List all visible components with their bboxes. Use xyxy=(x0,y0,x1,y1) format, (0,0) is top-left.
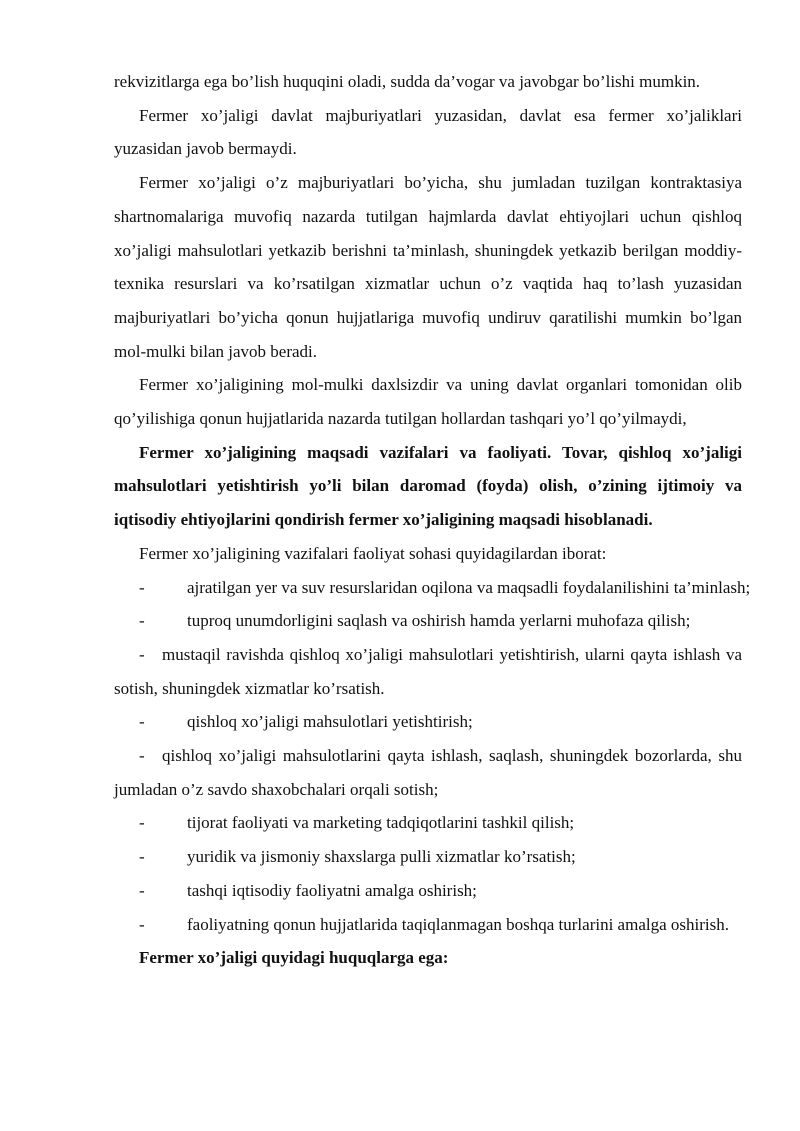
paragraph-continuation: rekvizitlarga ega bo’lish huquqini oladi, sudda da’vogar va javobgar bo’lishi mumkin. xyxy=(114,72,701,91)
list-dash: - xyxy=(139,644,145,664)
list-item-text: yuridik va jismoniy shaxslarga pulli xizmatlar ko’rsatish; xyxy=(187,847,576,867)
list-dash: - xyxy=(139,847,145,867)
list-item-text: ajratilgan yer va suv resurslaridan oqilona va maqsadli foydalanilishini ta’minlash; xyxy=(187,577,751,597)
list-item xyxy=(139,604,758,638)
list-item-text: faoliyatning qonun hujjatlarida taqiqlanmagan boshqa turlarini amalga oshirish. xyxy=(187,914,729,934)
list-item xyxy=(139,840,758,874)
list-item-text: qishloq xo’jaligi mahsulotlarini qayta ishlash, saqlash, shuningdek bozorlarda, shu jumladan o’z savdo shaxobchalari orqali sotish; xyxy=(114,746,742,799)
list-dash: - xyxy=(139,813,145,833)
list-dash: - xyxy=(139,577,145,597)
list-item xyxy=(139,874,758,908)
list-item xyxy=(114,638,742,705)
paragraph-obligations: Fermer xo’jaligi o’z majburiyatlari bo’yicha, shu jumladan tuzilgan kontraktasiya shartnomalariga muvofiq nazarda tutilgan hajmlarda davlat ehtiyojlari uchun qishloq xo’jaligi mahsulotlari yetkazib berishni ta’minlash, shuningdek yetkazib berilgan moddiy-texnika resurslari va ko’rsatilgan xizmatlar uchun o’z vaqtida haq to’lash yuzasidan majburiyatlari bo’yicha qonun hujjatlariga muvofiq undiruv qaratilishi mumkin bo’lgan mol-mulki bilan javob beradi. xyxy=(114,173,742,361)
list-dash: - xyxy=(139,712,145,732)
list-dash: - xyxy=(139,611,145,631)
paragraph-goals-heading: Fermer xo’jaligining maqsadi vazifalari va faoliyati. Tovar, qishloq xo’jaligi mahsulotlari yetishtirish yo’li bilan daromad (foyda) olish, o’zining ijtimoiy va iqtisodiy ehtiyojlarini qondirish fermer xo’jaligining maqsadi hisoblanadi. xyxy=(114,442,742,530)
list-item xyxy=(139,908,758,942)
list-item xyxy=(139,806,758,840)
list-item-text: tijorat faoliyati va marketing tadqiqotlarini tashkil qilish; xyxy=(187,813,575,833)
list-item-text: mustaqil ravishda qishloq xo’jaligi mahsulotlari yetishtirish, ularni qayta ishlash va sotish, shuningdek xizmatlar ko’rsatish. xyxy=(114,644,742,698)
list-item-text: qishloq xo’jaligi mahsulotlari yetishtirish; xyxy=(187,712,473,732)
list-item xyxy=(139,571,758,605)
paragraph-tasks-intro: Fermer xo’jaligining vazifalari faoliyat sohasi quyidagilardan iborat: xyxy=(139,543,607,563)
list-dash: - xyxy=(139,746,145,766)
list-dash: - xyxy=(139,914,145,934)
list-item-text: tuproq unumdorligini saqlash va oshirish hamda yerlarni muhofaza qilish; xyxy=(187,611,691,631)
paragraph-state-liability: Fermer xo’jaligi davlat majburiyatlari yuzasidan, davlat esa fermer xo’jaliklari yuzasidan javob bermaydi. xyxy=(114,105,742,159)
list-item xyxy=(139,705,758,739)
list-dash: - xyxy=(139,880,145,900)
paragraph-property-inviolability: Fermer xo’jaligining mol-mulki daxlsizdir va uning davlat organlari tomonidan olib qo’yilishiga qonun hujjatlarida nazarda tutilgan hollardan tashqari yo’l qo’yilmaydi, xyxy=(114,375,742,429)
paragraph-rights-heading: Fermer xo’jaligi quyidagi huquqlarga ega: xyxy=(139,948,449,968)
list-item xyxy=(114,739,742,806)
list-item-text: tashqi iqtisodiy faoliyatni amalga oshirish; xyxy=(187,880,477,900)
